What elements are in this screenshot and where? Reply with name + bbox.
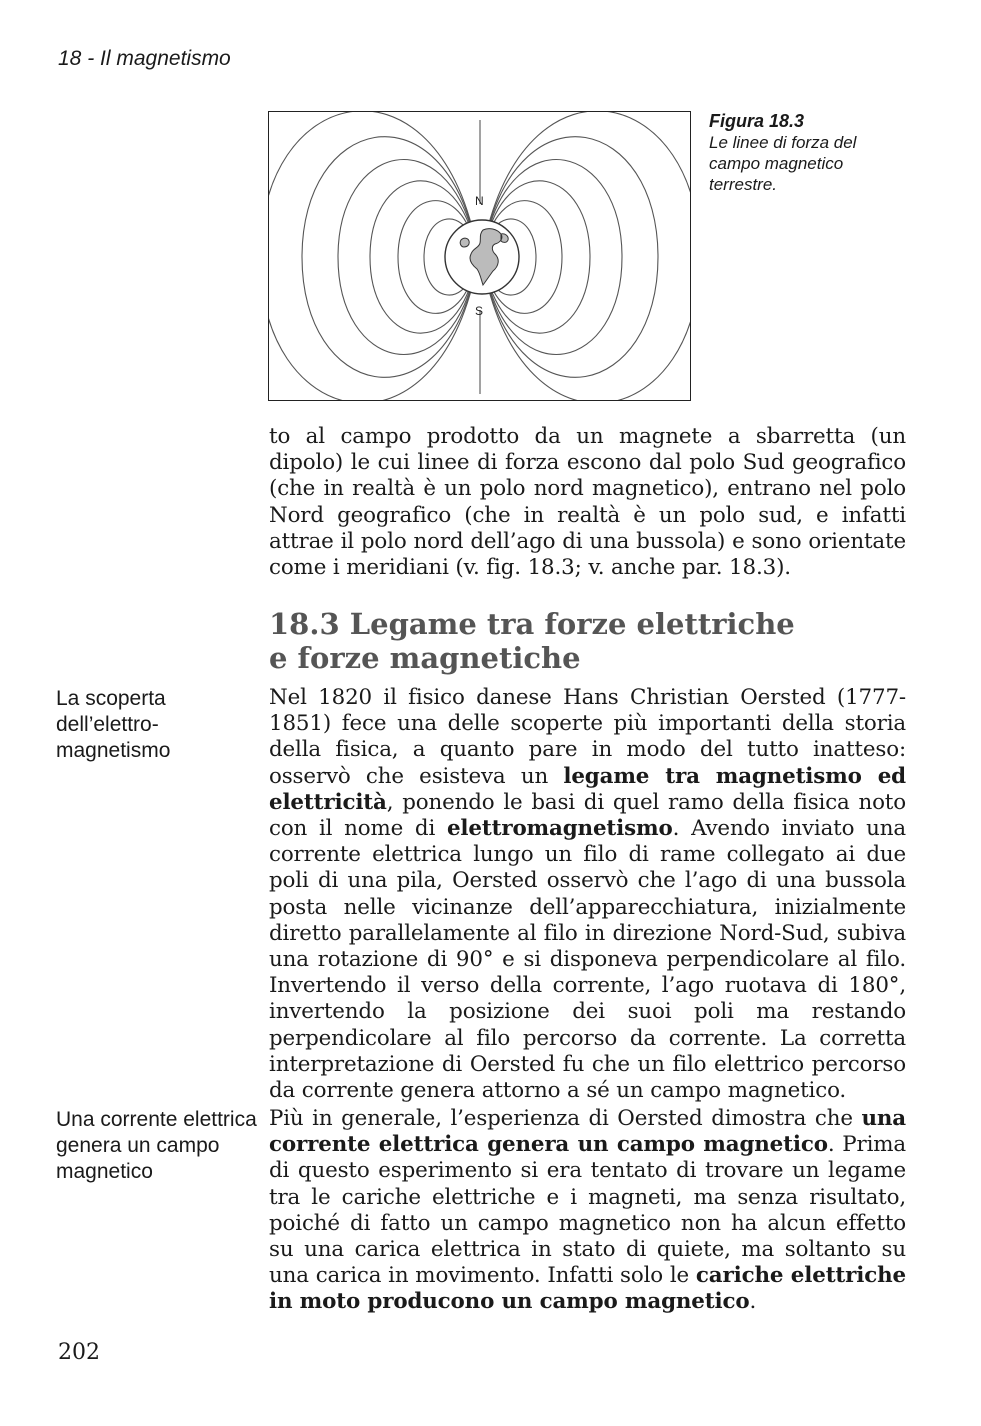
margin-note-1-line-3: magnetismo <box>56 739 171 762</box>
p3-text-1: Più in generale, l’esperienza di Oersted dimostra che <box>269 1106 862 1131</box>
heading-line-2: e forze magnetiche <box>269 641 581 675</box>
p2-text-2: , ponendo le basi di quel ramo della fisica noto con il nome di <box>269 789 906 842</box>
margin-note-2-line-1: Una corrente elettrica <box>56 1108 257 1131</box>
p3-bold-1: una corrente elettrica genera un campo magnetico <box>269 1106 906 1158</box>
figure-title: Figura 18.3 <box>709 111 805 131</box>
caption-line-1: Le linee di forza del <box>709 133 857 152</box>
paragraph-oersted <box>269 685 906 1104</box>
margin-note-2-line-3: magnetico <box>56 1160 153 1183</box>
p2-text-3: . Avendo inviato una corrente elettrica lungo un filo di rame collegato ai due poli di una pila, Oersted osservò che l’ago di una bussola posta nelle vicinanze dell’apparecchiatura, inizialmente diretto parallelamente al filo in direzione Nord-Sud, subiva una rotazione di 90° e si disponeva perpendicolare al filo. Invertendo il verso della corrente, l’ago ruotava di 180°, invertendo la posizione dei suoi poli ma restando perpendicolare al filo percorso da corrente. La corretta interpretazione di Oersted fu che un filo elettrico percorso da corrente genera attorno a sé un campo magnetico. <box>269 816 906 1104</box>
p2-bold-2: elettromagnetismo <box>446 816 673 842</box>
p3-text-2: . Prima di questo esperimento si era tentato di trovare un legame tra le cariche elettriche e i magneti, ma senza risultato, poiché di fatto un campo magnetico non ha alcun effetto su una carica elettrica in stato di quiete, ma soltanto su una carica in movimento. Infatti solo le <box>269 1132 906 1289</box>
caption-line-2: campo magnetico <box>709 154 844 173</box>
figure-earth-magnetic-field <box>268 111 691 401</box>
paragraph-general <box>269 1106 906 1316</box>
p3-text-3: . <box>749 1289 757 1315</box>
caption-line-3: terrestre. <box>709 175 778 194</box>
pole-north-label: N <box>475 194 484 208</box>
figure-caption <box>709 111 939 195</box>
paragraph-dipole: to al campo prodotto da un magnete a sbarretta (un dipolo) le cui linee di forza escono dal polo Sud geografico (che in realtà è un polo nord magnetico), entrano nel polo Nord geografico (che in realtà è un polo sud, e infatti attrae il polo nord dell’ago di una bussola) e sono orientate come i meridiani (v. fig. 18.3; v. anche par. 18.3). <box>269 424 906 581</box>
p2-bold-1: legame tra magnetismo ed elettricità <box>269 763 906 815</box>
margin-note-1-line-2: dell’elettro- <box>56 713 159 736</box>
margin-note-1-line-1: La scoperta <box>56 687 166 710</box>
page-number: 202 <box>58 1340 100 1365</box>
p3-bold-2: cariche elettriche in moto producono un campo magnetico <box>269 1263 906 1315</box>
field-lines-diagram <box>269 112 691 401</box>
running-head: 18 - Il magnetismo <box>58 47 231 70</box>
section-heading <box>269 607 906 675</box>
field-line <box>269 112 474 401</box>
margin-note-current <box>56 1107 261 1185</box>
p2-text-1: Nel 1820 il fisico danese Hans Christian Oersted (1777-1851) fece una delle scoperte più importanti della storia della fisica, a quanto pare in modo del tutto inatteso: osservò che esisteva un <box>269 685 906 789</box>
heading-line-1: 18.3 Legame tra forze elettriche <box>269 607 795 641</box>
pole-south-label: S <box>475 304 484 318</box>
margin-note-2-line-2: genera un campo <box>56 1134 220 1157</box>
margin-note-discovery <box>56 686 261 764</box>
